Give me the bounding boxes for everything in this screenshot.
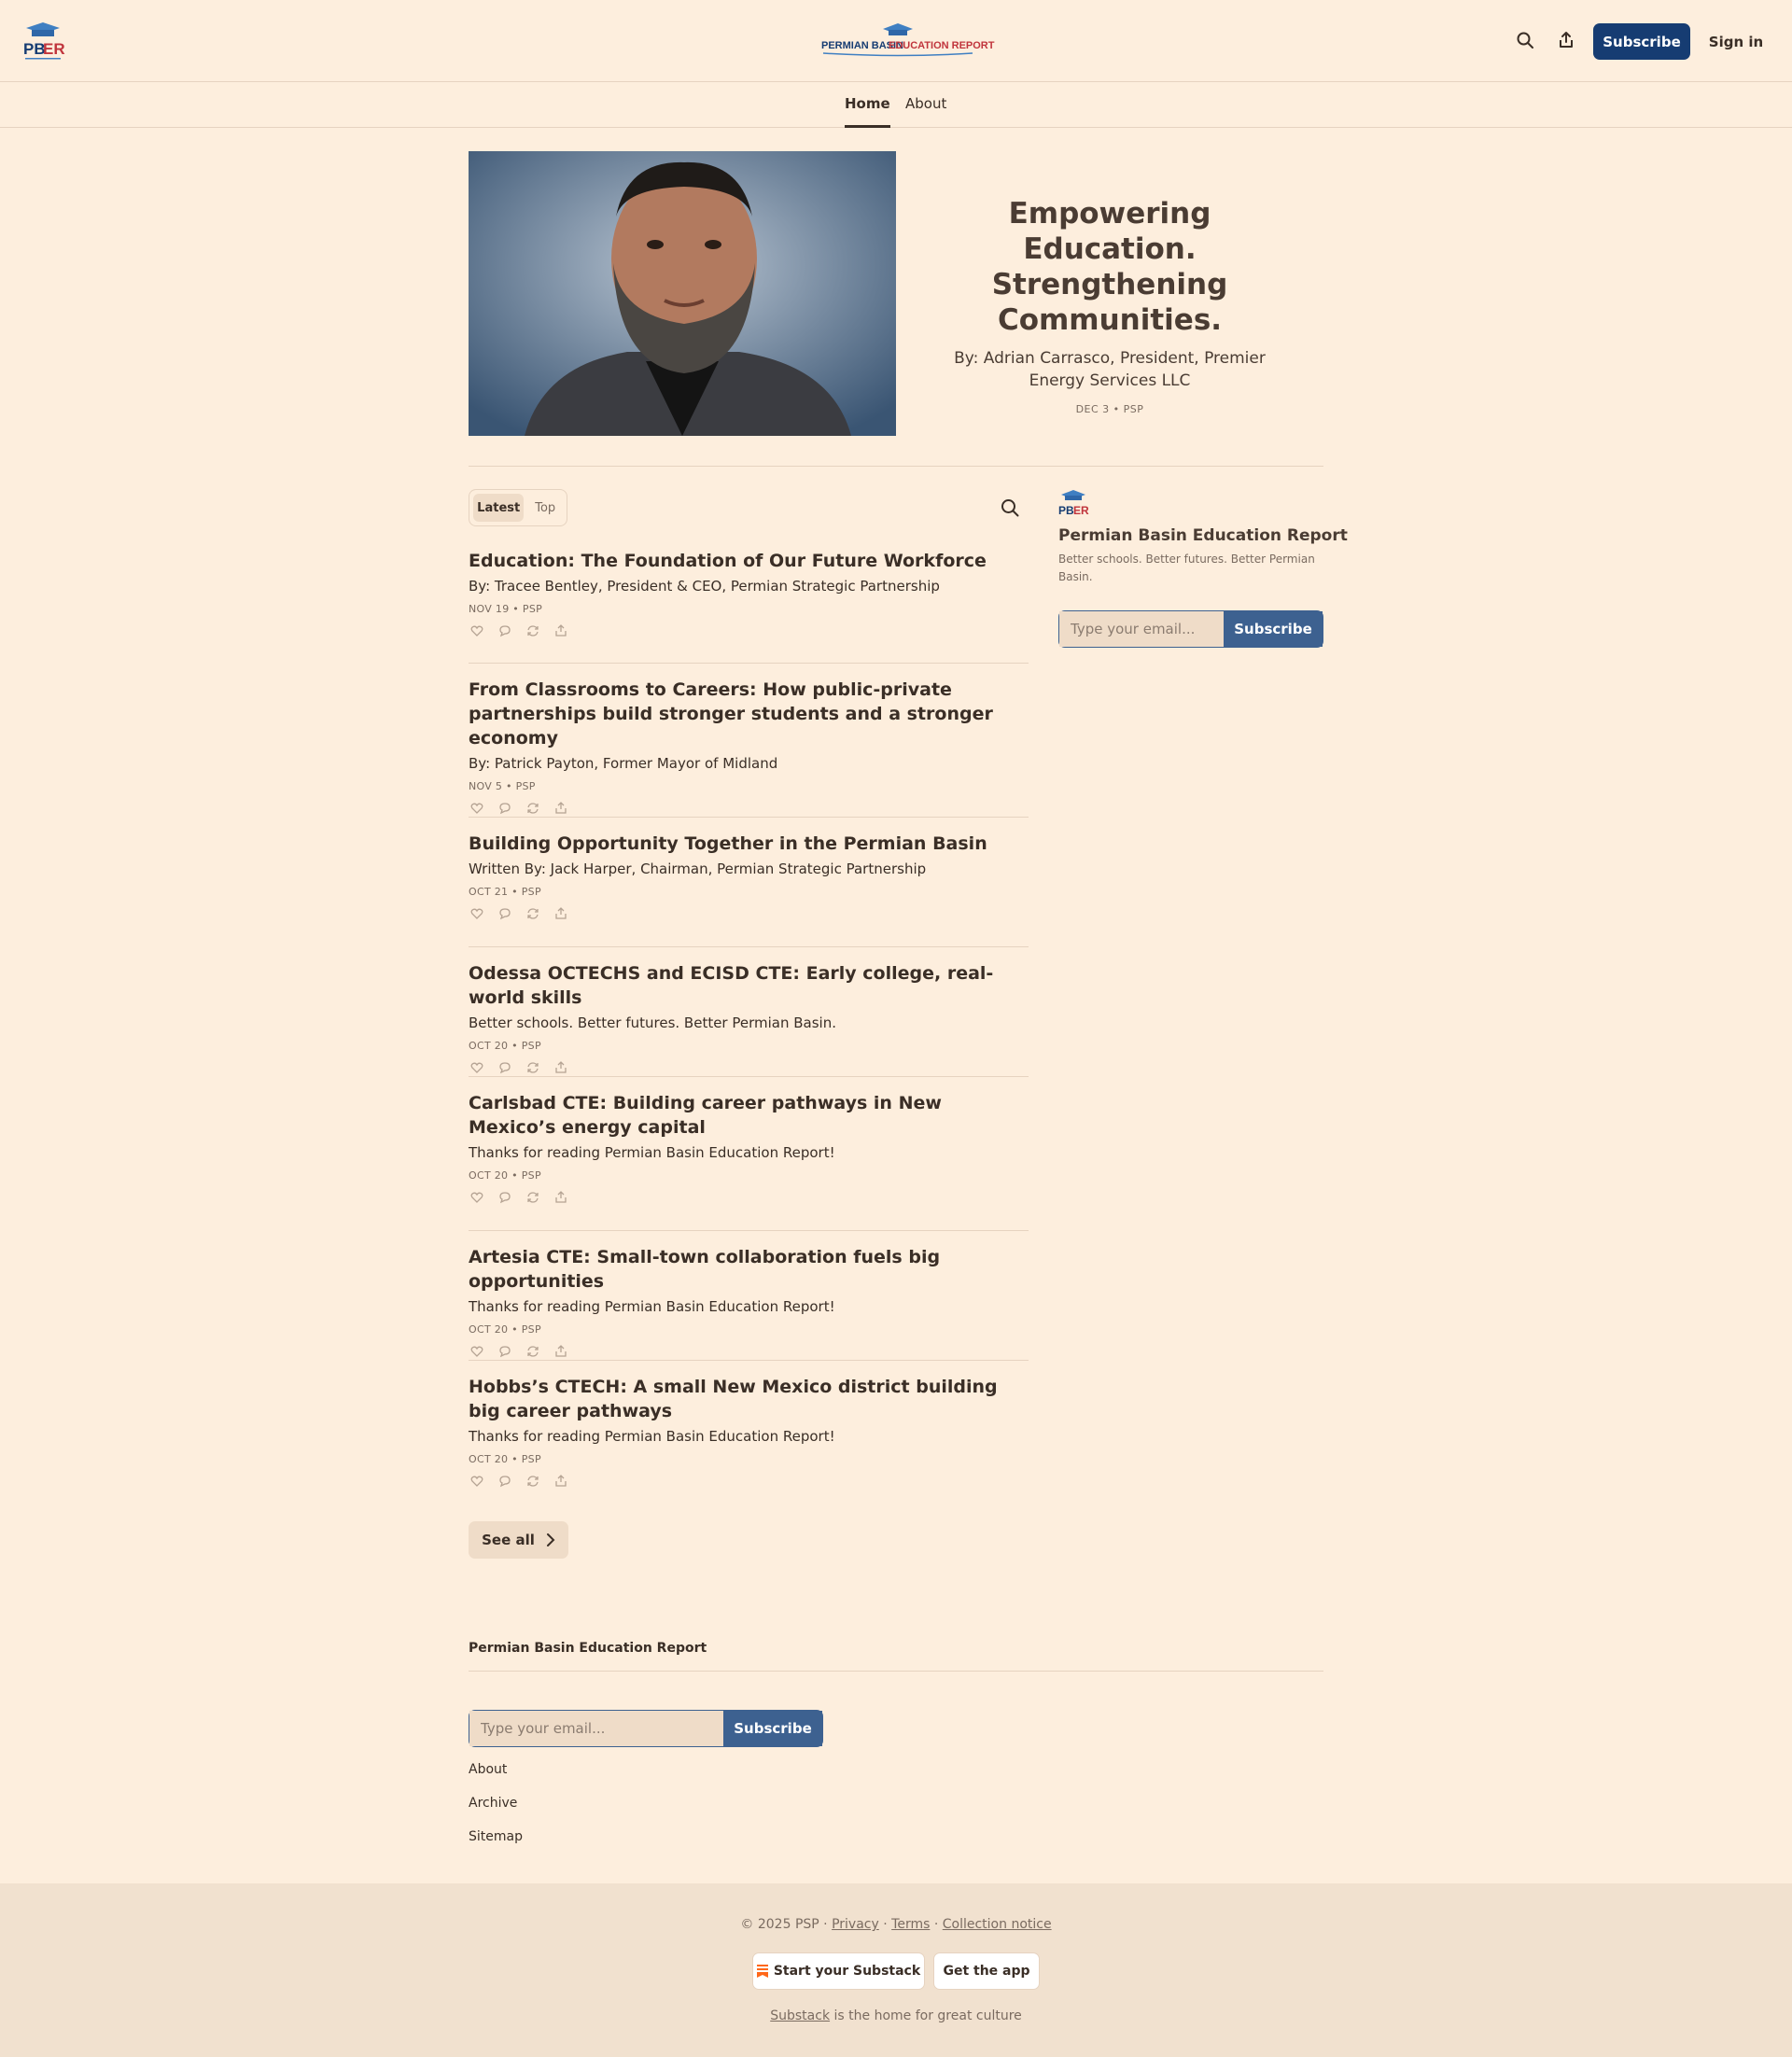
post-item[interactable] — [469, 1245, 1029, 1360]
substack-link[interactable]: Substack — [770, 2008, 831, 2023]
subscribe-button[interactable]: Subscribe — [1593, 23, 1690, 60]
restack-icon[interactable] — [525, 623, 541, 639]
share-icon[interactable] — [553, 905, 569, 922]
nav-bar — [0, 82, 1792, 128]
pber-logo-icon[interactable] — [22, 21, 63, 62]
heart-icon[interactable] — [469, 1473, 485, 1490]
footer-link-about[interactable]: About — [469, 1762, 508, 1777]
post-subtitle: Written By: Jack Harper, Chairman, Permian Strategic Partnership — [469, 861, 927, 877]
share-icon[interactable] — [553, 800, 569, 817]
hero-title[interactable]: Empowering Education. Strengthening Communities. — [991, 197, 1228, 337]
post-title[interactable]: From Classrooms to Careers: How public-private partnerships build stronger students and a stronger economy — [469, 679, 993, 749]
svg-text:PB: PB — [23, 40, 46, 58]
share-icon[interactable] — [553, 1059, 569, 1076]
post-divider — [469, 1076, 1029, 1077]
post-title[interactable]: Artesia CTE: Small-town collaboration fuels big opportunities — [469, 1247, 941, 1292]
restack-icon[interactable] — [525, 1343, 541, 1360]
comment-icon[interactable] — [497, 1059, 513, 1076]
start-substack-label: Start your Substack — [773, 1964, 921, 1979]
footer-link-sitemap[interactable]: Sitemap — [469, 1829, 523, 1844]
tab-top[interactable]: Top — [535, 500, 556, 515]
post-subtitle: By: Tracee Bentley, President & CEO, Permian Strategic Partnership — [469, 578, 940, 595]
share-icon — [1557, 31, 1575, 49]
share-button[interactable] — [1554, 28, 1578, 52]
post-item[interactable] — [469, 549, 1029, 639]
post-divider — [469, 946, 1029, 947]
post-divider — [469, 1230, 1029, 1231]
sidebar-subscribe-form — [1058, 610, 1323, 648]
tab-latest[interactable]: Latest — [473, 494, 524, 522]
collection-notice-link[interactable]: Collection notice — [942, 1917, 1052, 1932]
post-actions — [469, 623, 1029, 639]
post-meta: OCT 21 • PSP — [469, 886, 541, 898]
post-divider — [469, 663, 1029, 664]
tagline — [0, 2008, 1792, 2023]
post-actions — [469, 1189, 1029, 1206]
tagline-text: is the home for great culture — [830, 2008, 1022, 2023]
comment-icon[interactable] — [497, 905, 513, 922]
post-subtitle: Thanks for reading Permian Basin Education Report! — [469, 1144, 835, 1161]
post-actions — [469, 1343, 1029, 1360]
footer-email-input[interactable] — [469, 1711, 723, 1746]
wordmark-right: EDUCATION REPORT — [889, 40, 995, 51]
svg-text:ER: ER — [1073, 504, 1089, 517]
post-subtitle: By: Patrick Payton, Former Mayor of Midland — [469, 755, 778, 772]
post-item[interactable] — [469, 832, 1029, 922]
copyright-text: © 2025 PSP — [740, 1917, 819, 1932]
start-substack-button[interactable] — [752, 1952, 925, 1990]
comment-icon[interactable] — [497, 1473, 513, 1490]
heart-icon[interactable] — [469, 800, 485, 817]
footer-publication-name[interactable]: Permian Basin Education Report — [469, 1641, 707, 1656]
sidebar-title[interactable]: Permian Basin Education Report — [1058, 526, 1348, 545]
privacy-link[interactable]: Privacy — [832, 1917, 879, 1932]
terms-link[interactable]: Terms — [891, 1917, 931, 1932]
hero-meta: DEC 3 • PSP — [1075, 403, 1144, 415]
copyright-line: © 2025 PSP · Privacy · Terms · Collection notice — [740, 1917, 1052, 1932]
post-title[interactable]: Hobbs’s CTECH: A small New Mexico district building big career pathways — [469, 1377, 998, 1421]
hero-text-block — [924, 196, 1295, 415]
share-icon[interactable] — [553, 623, 569, 639]
post-divider — [469, 1360, 1029, 1361]
post-actions — [469, 1473, 1029, 1490]
hero-image[interactable] — [469, 151, 896, 436]
restack-icon[interactable] — [525, 1189, 541, 1206]
list-tabs — [469, 489, 567, 526]
heart-icon[interactable] — [469, 1189, 485, 1206]
sidebar-subscribe-button[interactable]: Subscribe — [1224, 611, 1323, 647]
post-title[interactable]: Education: The Foundation of Our Future Workforce — [469, 551, 987, 571]
hero-subtitle: By: Adrian Carrasco, President, Premier Energy Services LLC — [954, 349, 1266, 390]
comment-icon[interactable] — [497, 623, 513, 639]
footer-subscribe-form — [469, 1710, 823, 1747]
post-meta: OCT 20 • PSP — [469, 1323, 541, 1336]
post-item[interactable] — [469, 961, 1029, 1076]
comment-icon[interactable] — [497, 1189, 513, 1206]
portrait-illustration — [469, 151, 896, 436]
post-meta: NOV 19 • PSP — [469, 603, 543, 615]
search-icon — [1516, 31, 1534, 49]
footer-divider — [469, 1671, 1323, 1672]
post-meta: OCT 20 • PSP — [469, 1169, 541, 1182]
restack-icon[interactable] — [525, 1059, 541, 1076]
post-subtitle: Better schools. Better futures. Better Permian Basin. — [469, 1015, 836, 1031]
restack-icon[interactable] — [525, 800, 541, 817]
post-divider — [469, 817, 1029, 818]
post-subtitle: Thanks for reading Permian Basin Education Report! — [469, 1428, 835, 1445]
restack-icon[interactable] — [525, 905, 541, 922]
comment-icon[interactable] — [497, 1343, 513, 1360]
post-title[interactable]: Building Opportunity Together in the Permian Basin — [469, 833, 987, 854]
post-title[interactable]: Odessa OCTECHS and ECISD CTE: Early college, real-world skills — [469, 963, 994, 1008]
email-input[interactable] — [1059, 611, 1224, 647]
heart-icon[interactable] — [469, 623, 485, 639]
heart-icon[interactable] — [469, 905, 485, 922]
pber-logo-icon[interactable] — [1058, 489, 1088, 519]
restack-icon[interactable] — [525, 1473, 541, 1490]
post-meta: OCT 20 • PSP — [469, 1040, 541, 1052]
see-all-button[interactable] — [469, 1521, 568, 1559]
search-icon[interactable] — [1000, 497, 1020, 518]
post-item[interactable] — [469, 1091, 1029, 1206]
post-item[interactable] — [469, 1375, 1029, 1490]
post-subtitle: Thanks for reading Permian Basin Education Report! — [469, 1298, 835, 1315]
svg-text:PB: PB — [1058, 504, 1074, 517]
substack-logo-icon — [757, 1965, 768, 1978]
search-button[interactable] — [1513, 28, 1537, 52]
tab-about[interactable]: About — [905, 95, 947, 112]
svg-text:ER: ER — [43, 40, 65, 58]
chevron-right-icon — [546, 1533, 555, 1546]
footer-subscribe-button[interactable]: Subscribe — [723, 1711, 822, 1746]
top-header — [0, 0, 1792, 82]
footer-link-archive[interactable]: Archive — [469, 1796, 518, 1811]
see-all-label: See all — [482, 1532, 535, 1548]
wordmark-logo[interactable] — [821, 22, 995, 58]
comment-icon[interactable] — [497, 800, 513, 817]
sidebar-description: Better schools. Better futures. Better Permian Basin. — [1058, 553, 1315, 583]
share-icon[interactable] — [553, 1189, 569, 1206]
get-app-button[interactable]: Get the app — [933, 1952, 1040, 1990]
post-actions — [469, 1059, 1029, 1076]
post-actions — [469, 800, 1029, 817]
post-meta: OCT 20 • PSP — [469, 1453, 541, 1465]
heart-icon[interactable] — [469, 1343, 485, 1360]
post-actions — [469, 905, 1029, 922]
sign-in-button[interactable]: Sign in — [1699, 23, 1773, 60]
tab-home[interactable]: Home — [845, 95, 890, 128]
share-icon[interactable] — [553, 1473, 569, 1490]
wordmark-left: PERMIAN BASIN — [821, 40, 904, 51]
section-divider — [469, 466, 1323, 467]
heart-icon[interactable] — [469, 1059, 485, 1076]
post-title[interactable]: Carlsbad CTE: Building career pathways in New Mexico’s energy capital — [469, 1093, 942, 1138]
post-item[interactable] — [469, 678, 1029, 817]
post-meta: NOV 5 • PSP — [469, 780, 536, 792]
share-icon[interactable] — [553, 1343, 569, 1360]
